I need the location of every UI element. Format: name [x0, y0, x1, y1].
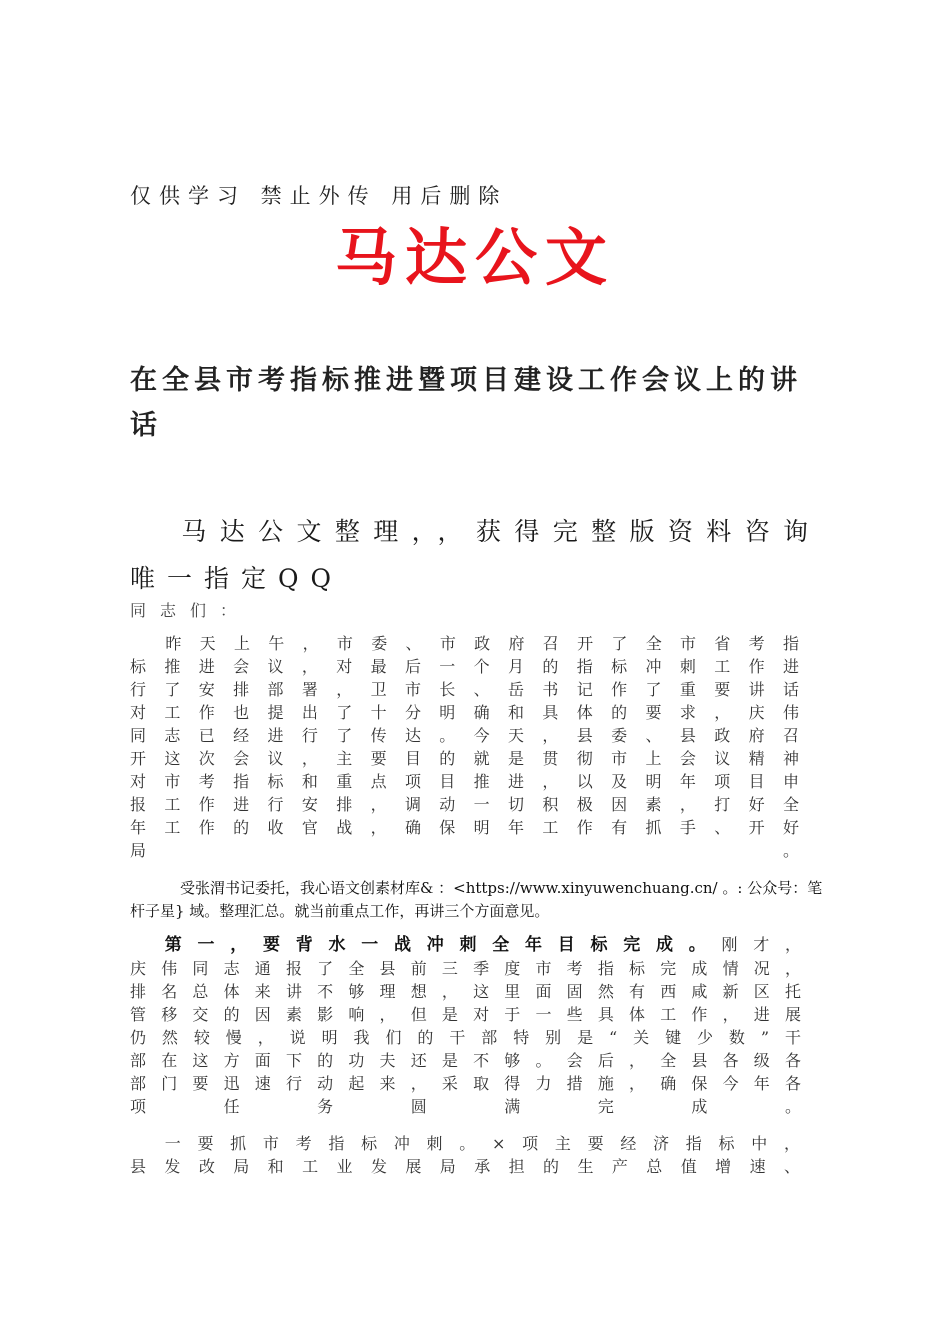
paragraph-3 [130, 933, 816, 1118]
paragraph-3-lead: 第一，要背水一战冲刺全年目标完成。 [164, 935, 722, 955]
intro-line [130, 508, 820, 602]
paragraph-3-body: 刚才，庆伟同志通报了全县前三季度市考指标完成情况，排名总体来讲不够理想，这里面固然有西咸新区托管移交的因素影响，但是对于一些具体工作，进展仍然较慢，说明我们的干部特别是“关键少数”干部在这方面下的功夫还是不够。会后，全县各级各部门要迅速行动起来，采取得力措施，确保今年各项任务圆满完成。 [130, 935, 816, 1116]
brand-title [0, 208, 950, 297]
salutation: 同志们： [130, 601, 251, 620]
paragraph-2-text: 受张渭书记委托，我心语文创素材库& ：<https://www.xinyuwenchuang.cn/ 。: 公众号：笔杆子星} 域。整理汇总。就当前重点工作，再讲三个方面意见。 [130, 879, 823, 920]
brand-text: 马达公文 [334, 221, 615, 294]
paragraph-4-text: 一要抓市考指标冲刺。×项主要经济指标中，县发改局和工业发展局承担的生产总值增速、 [130, 1134, 816, 1176]
paragraph-4 [130, 1132, 816, 1178]
paragraph-1 [130, 632, 816, 862]
document-title: 在全县市考指标推进暨项目建设工作会议上的讲话 [130, 365, 802, 441]
intro-text: 马达公文整理，，获得完整版资料咨询唯一指定QQ [130, 517, 820, 593]
usage-notice: 仅供学习 禁止外传 用后删除 [130, 184, 508, 208]
paragraph-2 [130, 877, 830, 923]
paragraph-1-text: 昨天上午，市委、市政府召开了全市省考指标推进会议，对最后一个月的指标冲刺工作进行了安排部署，卫市长、岳书记作了重要讲话对工作也提出了十分明确和具体的要求，庆伟同志已经进行了传达。今天，县委、县政府召开这次会议，主要目的就是贯彻市上会议精神对市考指标和重点项目推进，以及明年项目申报工作进行安排，调动一切积极因素，打好全年工作的收官战，确保明年工作有抓手、开好局。 [130, 634, 816, 860]
